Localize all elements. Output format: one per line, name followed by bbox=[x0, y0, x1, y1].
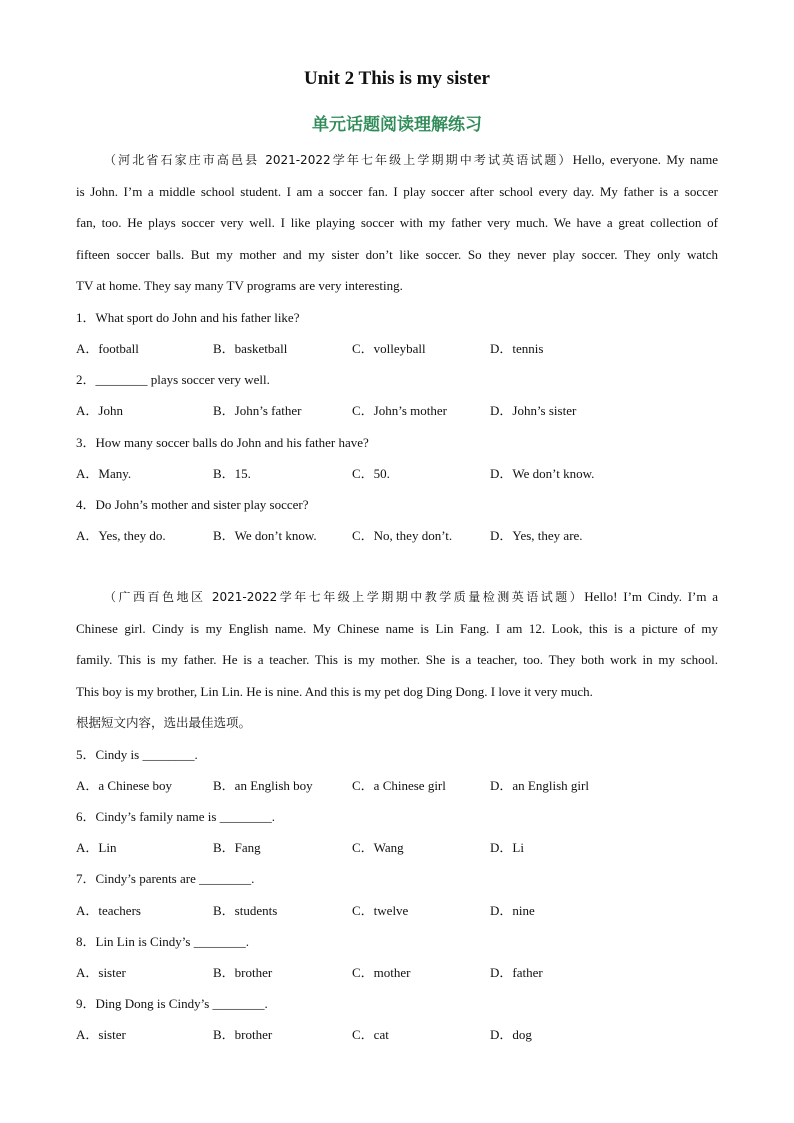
option[interactable]: A．Yes, they do. bbox=[76, 528, 166, 543]
option[interactable]: A．sister bbox=[76, 1027, 126, 1042]
question-6: 6．Cindy’s family name is ________. bbox=[76, 809, 275, 824]
question-3: 3．How many soccer balls do John and his father have? bbox=[76, 435, 369, 450]
option[interactable]: D．dog bbox=[490, 1027, 532, 1042]
option[interactable]: D．father bbox=[490, 965, 543, 980]
passage-2-line: family. This is my father. He is a teacher. This is my mother. She is a teacher, too. They both work in my school. bbox=[76, 652, 718, 668]
question-2: 2．________ plays soccer very well. bbox=[76, 372, 270, 387]
option[interactable]: B．John’s father bbox=[213, 403, 302, 418]
question-7: 7．Cindy’s parents are ________. bbox=[76, 871, 255, 886]
option[interactable]: C．volleyball bbox=[352, 341, 426, 356]
option[interactable]: B．15. bbox=[213, 466, 251, 481]
option[interactable]: D．an English girl bbox=[490, 778, 589, 793]
option[interactable]: A．teachers bbox=[76, 903, 141, 918]
option[interactable]: C．50. bbox=[352, 466, 390, 481]
option[interactable]: D．We don’t know. bbox=[490, 466, 595, 481]
passage-1-line: fifteen soccer balls. But my mother and my sister don’t like soccer. So they never play soccer. They only watch bbox=[76, 246, 718, 262]
passage-2-source: （广西百色地区 2021-2022学年七年级上学期期中教学质量检测英语试题） bbox=[104, 590, 585, 604]
passage-1-line: is John. I’m a middle school student. I am a soccer fan. I play soccer after school every day. My father is a soccer bbox=[76, 184, 718, 200]
passage-1-line: （河北省石家庄市高邑县 2021-2022学年七年级上学期期中考试英语试题）Hello, everyone. My name bbox=[104, 152, 718, 167]
option[interactable]: A．John bbox=[76, 403, 123, 418]
option[interactable]: A．Many. bbox=[76, 466, 132, 481]
option[interactable]: B．basketball bbox=[213, 341, 288, 356]
option[interactable]: B．brother bbox=[213, 965, 273, 980]
option[interactable]: C．Wang bbox=[352, 840, 404, 855]
option[interactable]: A．sister bbox=[76, 965, 126, 980]
option[interactable]: B．Fang bbox=[213, 840, 261, 855]
option[interactable]: C．twelve bbox=[352, 903, 409, 918]
option[interactable]: D．tennis bbox=[490, 341, 544, 356]
option[interactable]: A．Lin bbox=[76, 840, 117, 855]
option[interactable]: B．brother bbox=[213, 1027, 273, 1042]
passage-2-line: Chinese girl. Cindy is my English name. My Chinese name is Lin Fang. I am 12. Look, this is a picture of my bbox=[76, 621, 718, 637]
option[interactable]: D．Li bbox=[490, 840, 524, 855]
option[interactable]: D．Yes, they are. bbox=[490, 528, 583, 543]
option[interactable]: C．a Chinese girl bbox=[352, 778, 446, 793]
option[interactable]: C．mother bbox=[352, 965, 411, 980]
option[interactable]: C．cat bbox=[352, 1027, 389, 1042]
passage-1-line: TV at home. They say many TV programs are very interesting. bbox=[76, 277, 403, 293]
passage-1-source: （河北省石家庄市高邑县 2021-2022学年七年级上学期期中考试英语试题） bbox=[104, 153, 573, 167]
option[interactable]: B．We don’t know. bbox=[213, 528, 317, 543]
question-8: 8．Lin Lin is Cindy’s ________. bbox=[76, 934, 249, 949]
passage-2-line: （广西百色地区 2021-2022学年七年级上学期期中教学质量检测英语试题）Hello! I’m Cindy. I’m a bbox=[104, 589, 718, 604]
option[interactable]: A．football bbox=[76, 341, 139, 356]
option[interactable]: C．No, they don’t. bbox=[352, 528, 453, 543]
option[interactable]: D．John’s sister bbox=[490, 403, 577, 418]
option[interactable]: C．John’s mother bbox=[352, 403, 447, 418]
passage-1-line: fan, too. He plays soccer very well. I like playing soccer with my father very much. We have a great collection of bbox=[76, 215, 718, 231]
option[interactable]: A．a Chinese boy bbox=[76, 778, 173, 793]
option[interactable]: B．an English boy bbox=[213, 778, 313, 793]
question-5: 5．Cindy is ________. bbox=[76, 747, 198, 762]
passage-2 bbox=[76, 581, 718, 707]
option[interactable]: B．students bbox=[213, 903, 278, 918]
passage-1 bbox=[76, 144, 718, 301]
question-1: 1．What sport do John and his father like? bbox=[76, 310, 300, 325]
passage-2-line: This boy is my brother, Lin Lin. He is nine. And this is my pet dog Ding Dong. I love it very much. bbox=[76, 683, 593, 699]
instruction-text: 根据短文内容，选出最佳选项。 bbox=[76, 715, 252, 730]
question-4: 4．Do John’s mother and sister play soccer? bbox=[76, 497, 309, 512]
page-title: Unit 2 This is my sister bbox=[304, 68, 490, 89]
question-9: 9．Ding Dong is Cindy’s ________. bbox=[76, 996, 268, 1011]
page-subtitle: 单元话题阅读理解练习 bbox=[312, 115, 482, 135]
option[interactable]: D．nine bbox=[490, 903, 535, 918]
